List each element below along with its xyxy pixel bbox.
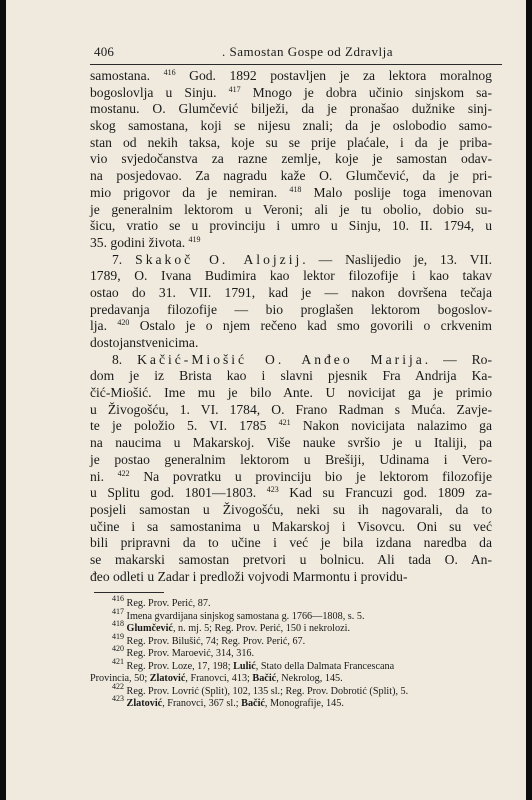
text-line: na posjedovao. Za nagradu kaže O. Glumčević, da je pri- (90, 168, 492, 184)
text-line: mio prigovor da je nemiran. $^{418}$ Malo poslije toga imenovan (90, 184, 492, 200)
running-title: . Samostan Gospe od Zdravlja (222, 44, 394, 59)
text-line: vio svjedočanstva za razne zemlje, koje je samostan odav- (90, 151, 492, 167)
text-line: u Splitu god. 1801—1803. $^{423}$ Kad su Francuzi god. 1809 za- (90, 485, 492, 501)
header-rule (90, 64, 502, 65)
footnote-rule (94, 592, 164, 593)
text-line: čić-Miošić. Ime mu je bilo Ante. U novicijat ga je primio (90, 385, 492, 401)
text-line: stan od nekih taksa, koje su se prije plaćale, i da je priba- (90, 134, 492, 150)
text-line: te je položio 5. VI. 1785 $^{421}$ Nakon novicijata nalazimo ga (90, 418, 492, 434)
text-line: u Živogošću, 1. VI. 1784, O. Frano Radman s Muća. Zavje- (90, 401, 492, 417)
footnote-line: $^{416}$ Reg. Prov. Perić, 87. (112, 594, 211, 609)
main-text (90, 68, 492, 585)
text-line: ni. $^{422}$ Na povratku u provinciju bio je lektorom filozofije (90, 468, 492, 484)
footnote-line: $^{420}$ Reg. Prov. Maroević, 314, 316. (112, 644, 255, 659)
text-line: posjeli samostan u Živogošću, neki su ih nagovarali, da to (90, 501, 492, 517)
text-line: dom je iz Brista kao i slavni pjesnik Fra Andrija Ka- (90, 368, 492, 384)
text-line: predavanja filozofije — bio proglašen lektorom bogoslov- (90, 301, 492, 317)
text-line: 1789, O. Ivana Budimira kao lektor filozofije i kao takav (90, 268, 492, 284)
text-line: skog samostana, koji se nijesu znali; da je oslobodio samo- (90, 118, 492, 134)
text-line: ostao do 31. VII. 1791, kad je — nakon dovršena tečaja (90, 284, 492, 300)
text-line: učine i sa samostanima u Makarskoj i Visovcu. Oni su već (90, 518, 492, 534)
footnote-line: $^{418}$ Glumčević, n. mj. 5; Reg. Prov. Perić, 150 i nekrolozi. (112, 619, 350, 634)
text-line: 7. Skakoč O. Alojzij. — Naslijedio je, 13. VII. (112, 251, 492, 267)
footnote-line: $^{419}$ Reg. Prov. Bilušić, 74; Reg. Prov. Perić, 67. (112, 631, 306, 647)
text-line: mostanu. O. Glumčević bilježi, da je pronašao dužnike sinj- (90, 101, 492, 117)
text-line: bili pripravni da to učine i već je bila izdana naredba da (90, 535, 492, 551)
page-number: 406 (94, 44, 115, 59)
footnote-line: $^{417}$ Imena gvardijana sinjskog samostana g. 1766—1808, s. 5. (112, 606, 365, 622)
text-line: 8. Kačić-Miošić O. Anđeo Marija. — Ro- (112, 351, 492, 367)
text-line: lja. $^{420}$ Ostalo je o njem rečeno kad smo govorili o crkvenim (90, 318, 492, 334)
text-line: se makarski samostan pretvori u bolnicu. Ali tada O. An- (90, 551, 492, 567)
text-line: je generalnim lektorom u Veroni; ali je tu obolio, dobio su- (90, 201, 492, 217)
footnote-line: $^{421}$ Reg. Prov. Loze, 17, 198; Lulić, Stato della Dalmata Francescana (112, 656, 395, 672)
footnotes (90, 594, 500, 711)
footnote-line: Provincia, 50; Zlatović, Franovci, 413; Bačić, Nekrolog, 145. (90, 673, 343, 684)
text-line: samostana. $^{416}$ God. 1892 postavljen je za lektora moralnog (90, 68, 492, 83)
book-page (6, 0, 526, 800)
text-line: 35. godini života. $^{419}$ (90, 234, 201, 250)
text-line: đeo odleti u Zadar i predloži vojvodi Marmontu i providu- (90, 568, 408, 584)
text-line: na naucima u Makarskoj. Više nauke svršio je u Italiji, pa (90, 435, 492, 451)
footnote-line: $^{423}$ Zlatović, Franovci, 367 sl.; Bačić, Monografije, 145. (112, 694, 344, 709)
footnote-line: $^{422}$ Reg. Prov. Lovrić (Split), 102, 135 sl.; Reg. Prov. Dobrotić (Split), 5. (112, 681, 409, 697)
text-line: šicu, vratio se u provinciju i umro u Sinju, 10. II. 1794, u (90, 218, 492, 234)
text-line: bogoslovlja u Sinju. $^{417}$ Mnogo je dobra učinio sinjskom sa- (90, 84, 492, 100)
text-line: je postao generalnim lektorom u Brešiji, Udinama i Vero- (90, 451, 492, 467)
text-line: dostojanstvenicima. (90, 335, 199, 350)
